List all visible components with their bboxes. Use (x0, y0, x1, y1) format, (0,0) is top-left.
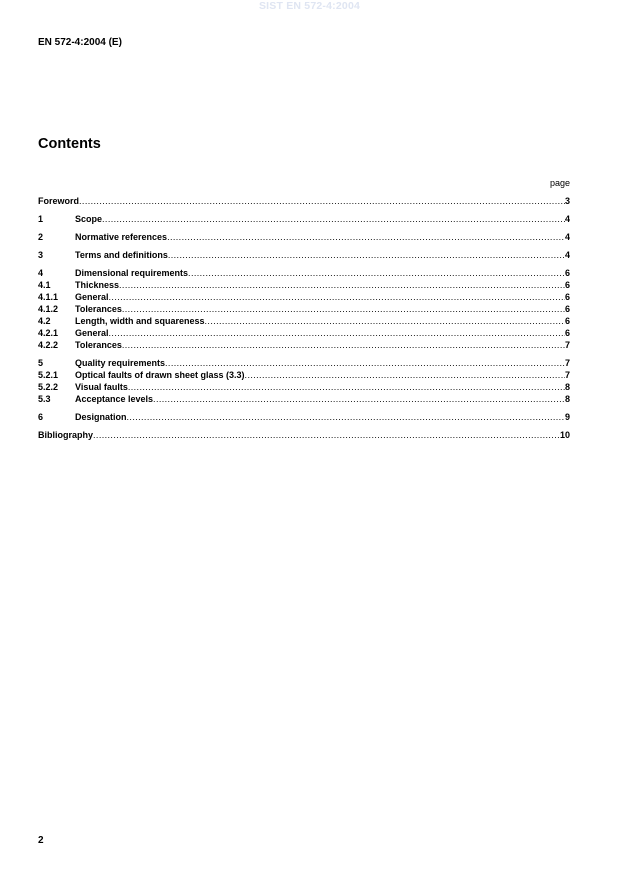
toc-entry-page: 6 (564, 304, 570, 314)
toc-dot-leader (119, 279, 565, 291)
toc-entry-title: Scope (75, 214, 103, 224)
toc-entry-acceptance-levels[interactable] (38, 393, 570, 405)
toc-entry-title: Designation (75, 412, 127, 422)
toc-entry-title: Bibliography (38, 430, 94, 440)
document-id: EN 572-4:2004 (E) (38, 37, 122, 48)
toc-entry-optical-faults[interactable] (38, 369, 570, 381)
toc-entry-page: 6 (564, 280, 570, 290)
toc-entry-number: 5.2.1 (38, 370, 59, 380)
toc-dot-leader (188, 267, 565, 279)
toc-entry-number: 4.2 (38, 316, 51, 326)
toc-dot-leader (165, 357, 565, 369)
toc-entry-page: 6 (564, 328, 570, 338)
toc-entry-number: 4.2.1 (38, 328, 59, 338)
toc-entry-page: 6 (564, 292, 570, 302)
toc-entry-dimensional-requirements[interactable] (38, 267, 570, 279)
toc-dot-leader (153, 393, 565, 405)
toc-entry-title: General (75, 328, 109, 338)
toc-dot-leader (122, 303, 565, 315)
toc-entry-page: 7 (564, 358, 570, 368)
toc-entry-number: 5.2.2 (38, 382, 59, 392)
toc-entry-length-tolerances[interactable] (38, 339, 570, 351)
toc-entry-number: 5.3 (38, 394, 51, 404)
toc-entry-page: 8 (564, 382, 570, 392)
toc-entry-number: 6 (38, 412, 44, 422)
table-of-contents (38, 195, 570, 441)
toc-entry-scope[interactable] (38, 213, 570, 225)
toc-entry-title: Terms and definitions (75, 250, 168, 260)
toc-entry-designation[interactable] (38, 411, 570, 423)
toc-entry-page: 4 (564, 250, 570, 260)
page-number: 2 (38, 835, 44, 846)
toc-dot-leader (79, 195, 565, 207)
toc-entry-number: 2 (38, 232, 44, 242)
toc-entry-title: Foreword (38, 196, 80, 206)
toc-entry-page: 6 (564, 268, 570, 278)
toc-entry-title: Length, width and squareness (75, 316, 205, 326)
toc-entry-terms-and-definitions[interactable] (38, 249, 570, 261)
toc-entry-title: Optical faults of drawn sheet glass (3.3) (75, 370, 245, 380)
toc-entry-length-general[interactable] (38, 327, 570, 339)
toc-dot-leader (245, 369, 565, 381)
toc-entry-bibliography[interactable] (38, 429, 570, 441)
toc-entry-title: Dimensional requirements (75, 268, 189, 278)
toc-entry-length-width-squareness[interactable] (38, 315, 570, 327)
toc-entry-thickness-tolerances[interactable] (38, 303, 570, 315)
toc-entry-thickness-general[interactable] (38, 291, 570, 303)
toc-entry-title: Visual faults (75, 382, 128, 392)
toc-entry-title: Normative references (75, 232, 168, 242)
toc-dot-leader (168, 249, 565, 261)
toc-entry-title: Thickness (75, 280, 120, 290)
toc-entry-page: 7 (564, 340, 570, 350)
toc-entry-foreword[interactable] (38, 195, 570, 207)
toc-dot-leader (167, 231, 565, 243)
toc-entry-normative-references[interactable] (38, 231, 570, 243)
toc-entry-title: Quality requirements (75, 358, 166, 368)
toc-dot-leader (102, 213, 565, 225)
toc-entry-number: 1 (38, 214, 44, 224)
toc-entry-visual-faults[interactable] (38, 381, 570, 393)
toc-entry-page: 4 (564, 232, 570, 242)
toc-entry-number: 4.1 (38, 280, 51, 290)
toc-entry-page: 6 (564, 316, 570, 326)
toc-entry-number: 3 (38, 250, 44, 260)
toc-dot-leader (109, 291, 565, 303)
toc-entry-title: Acceptance levels (75, 394, 154, 404)
toc-entry-number: 4.1.1 (38, 292, 59, 302)
toc-entry-thickness[interactable] (38, 279, 570, 291)
page-column-label: page (549, 178, 570, 188)
toc-entry-title: General (75, 292, 109, 302)
toc-entry-page: 10 (559, 430, 570, 440)
toc-entry-page: 4 (564, 214, 570, 224)
toc-entry-number: 4.1.2 (38, 304, 59, 314)
toc-dot-leader (127, 411, 565, 423)
toc-entry-page: 3 (564, 196, 570, 206)
toc-dot-leader (128, 381, 565, 393)
toc-dot-leader (93, 429, 560, 441)
toc-entry-number: 4 (38, 268, 44, 278)
toc-entry-number: 4.2.2 (38, 340, 59, 350)
watermark: SIST EN 572-4:2004 (258, 0, 361, 12)
toc-entry-quality-requirements[interactable] (38, 357, 570, 369)
toc-dot-leader (109, 327, 565, 339)
toc-entry-title: Tolerances (75, 340, 122, 350)
toc-entry-title: Tolerances (75, 304, 122, 314)
toc-entry-number: 5 (38, 358, 44, 368)
toc-entry-page: 8 (564, 394, 570, 404)
toc-dot-leader (122, 339, 565, 351)
contents-title: Contents (38, 136, 101, 152)
toc-entry-page: 7 (564, 370, 570, 380)
toc-dot-leader (205, 315, 565, 327)
toc-entry-page: 9 (564, 412, 570, 422)
